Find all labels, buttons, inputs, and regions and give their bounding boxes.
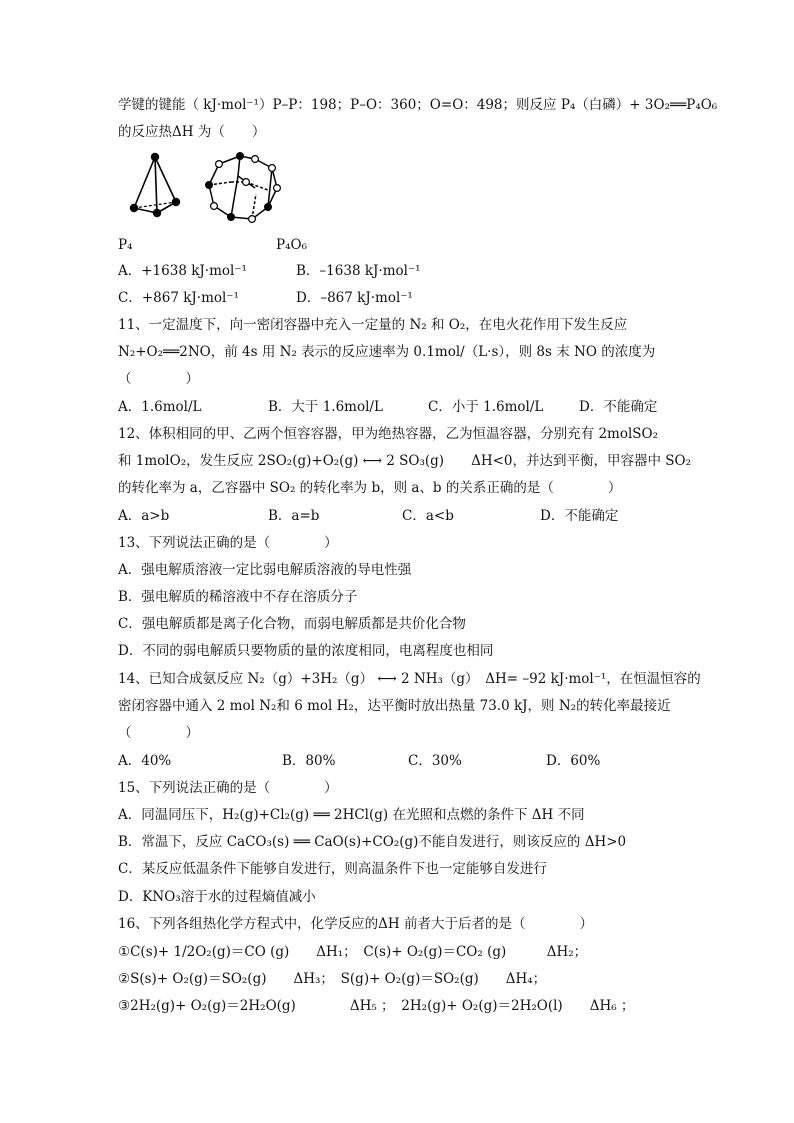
q16-equation-pair-2: ②S(s)+ O₂(g)＝SO₂(g) ΔH₃； S(g)+ O₂(g)＝SO₂(g) ΔH₄； <box>118 971 547 987</box>
p4o6-atoms <box>205 152 280 222</box>
q11-option-d[interactable]: D．不能确定 <box>579 399 658 415</box>
q13-stem: 13、下列说法正确的是（ ） <box>118 535 338 551</box>
q14-option-d[interactable]: D．60% <box>546 753 601 769</box>
q11-answer-blank: （ ） <box>118 371 199 387</box>
q13-option-c[interactable]: C．强电解质都是离子化合物，而弱电解质都是共价化合物 <box>118 616 466 632</box>
q14-option-a[interactable]: A．40% <box>118 753 172 769</box>
q12-option-b[interactable]: B．a=b <box>268 508 320 524</box>
q16-stem: 16、下列各组热化学方程式中，化学反应的ΔH 前者大于后者的是（ ） <box>118 916 593 932</box>
q11-stem-line1: 11、一定温度下，向一密闭容器中充入一定量的 N₂ 和 O₂，在电火花作用下发生反应 <box>118 317 628 333</box>
q12-option-a[interactable]: A．a>b <box>118 508 170 524</box>
q10-stem-line2: 的反应热ΔH 为（ ） <box>118 124 266 140</box>
q14-stem-line1: 14、已知合成氨反应 N₂（g）+3H₂（g） ⟷ 2 NH₃（g） ΔH= –92 kJ·mol⁻¹，在恒温恒容的 <box>118 671 701 687</box>
q13-option-b[interactable]: B．强电解质的稀溶液中不存在溶质分子 <box>118 589 358 605</box>
q10-option-c[interactable]: C．+867 kJ·mol⁻¹ <box>118 290 239 306</box>
q10-option-b[interactable]: B．–1638 kJ·mol⁻¹ <box>296 263 421 279</box>
p4-label: P₄ <box>118 237 133 253</box>
q14-option-b[interactable]: B．80% <box>282 753 336 769</box>
q10-option-d[interactable]: D．–867 kJ·mol⁻¹ <box>296 290 413 306</box>
q14-answer-blank: （ ） <box>118 725 199 741</box>
q10-option-a[interactable]: A．+1638 kJ·mol⁻¹ <box>118 263 247 279</box>
q11-option-a[interactable]: A．1.6mol/L <box>118 399 202 415</box>
q11-option-c[interactable]: C．小于 1.6mol/L <box>428 399 544 415</box>
q12-option-c[interactable]: C．a<b <box>402 508 454 524</box>
q15-stem: 15、下列说法正确的是（ ） <box>118 780 338 796</box>
p4o6-label: P₄O₆ <box>276 237 307 253</box>
q11-stem-line2: N₂+O₂══2NO，前 4s 用 N₂ 表示的反应速率为 0.1mol/（L·s），则 8s 末 NO 的浓度为 <box>118 344 656 360</box>
q13-option-a[interactable]: A．强电解质溶液一定比弱电解质溶液的导电性强 <box>118 562 412 578</box>
p4-p4o6-structure-figure <box>122 150 322 225</box>
q14-option-c[interactable]: C．30% <box>408 753 462 769</box>
q13-option-d[interactable]: D．不同的弱电解质只要物质的量的浓度相同，电离程度也相同 <box>118 643 494 659</box>
q10-stem-line1: 学键的键能（ kJ·mol⁻¹）P–P：198；P–O：360；O=O：498；则反应 P₄（白磷）+ 3O₂══P₄O₆ <box>118 97 718 113</box>
q12-stem-line1: 12、体积相同的甲、乙两个恒容容器，甲为绝热容器，乙为恒温容器，分别充有 2molSO₂ <box>118 426 659 442</box>
q16-equation-pair-3: ③2H₂(g)+ O₂(g)＝2H₂O(g) ΔH₅ ； 2H₂(g)+ O₂(g)＝2H₂O(l) ΔH₆ ； <box>118 998 635 1014</box>
q15-option-d[interactable]: D．KNO₃溶于水的过程熵值减小 <box>118 889 316 905</box>
q14-stem-line2: 密闭容器中通入 2 mol N₂和 6 mol H₂，达平衡时放出热量 73.0 kJ，则 N₂的转化率最接近 <box>118 698 671 714</box>
q11-option-b[interactable]: B．大于 1.6mol/L <box>268 399 383 415</box>
q16-equation-pair-1: ①C(s)+ 1/2O₂(g)＝CO (g) ΔH₁； C(s)+ O₂(g)＝CO₂ (g) ΔH₂； <box>118 944 588 960</box>
q12-stem-line2: 和 1molO₂，发生反应 2SO₂(g)+O₂(g) ⟷ 2 SO₃(g) ΔH<0，并达到平衡，甲容器中 SO₂ <box>118 453 692 469</box>
q15-option-a[interactable]: A．同温同压下，H₂(g)+Cl₂(g) ══ 2HCl(g) 在光照和点燃的条件下 ΔH 不同 <box>118 807 585 823</box>
q12-option-d[interactable]: D．不能确定 <box>540 508 619 524</box>
q12-stem-line3: 的转化率为 a，乙容器中 SO₂ 的转化率为 b，则 a、b 的关系正确的是（ ） <box>118 480 622 496</box>
q15-option-c[interactable]: C．某反应低温条件下能够自发进行，则高温条件下也一定能够自发进行 <box>118 861 547 877</box>
q15-option-b[interactable]: B．常温下，反应 CaCO₃(s) ══ CaO(s)+CO₂(g)不能自发进行，则该反应的 ΔH>0 <box>118 834 627 850</box>
p4-molecule <box>130 153 180 217</box>
